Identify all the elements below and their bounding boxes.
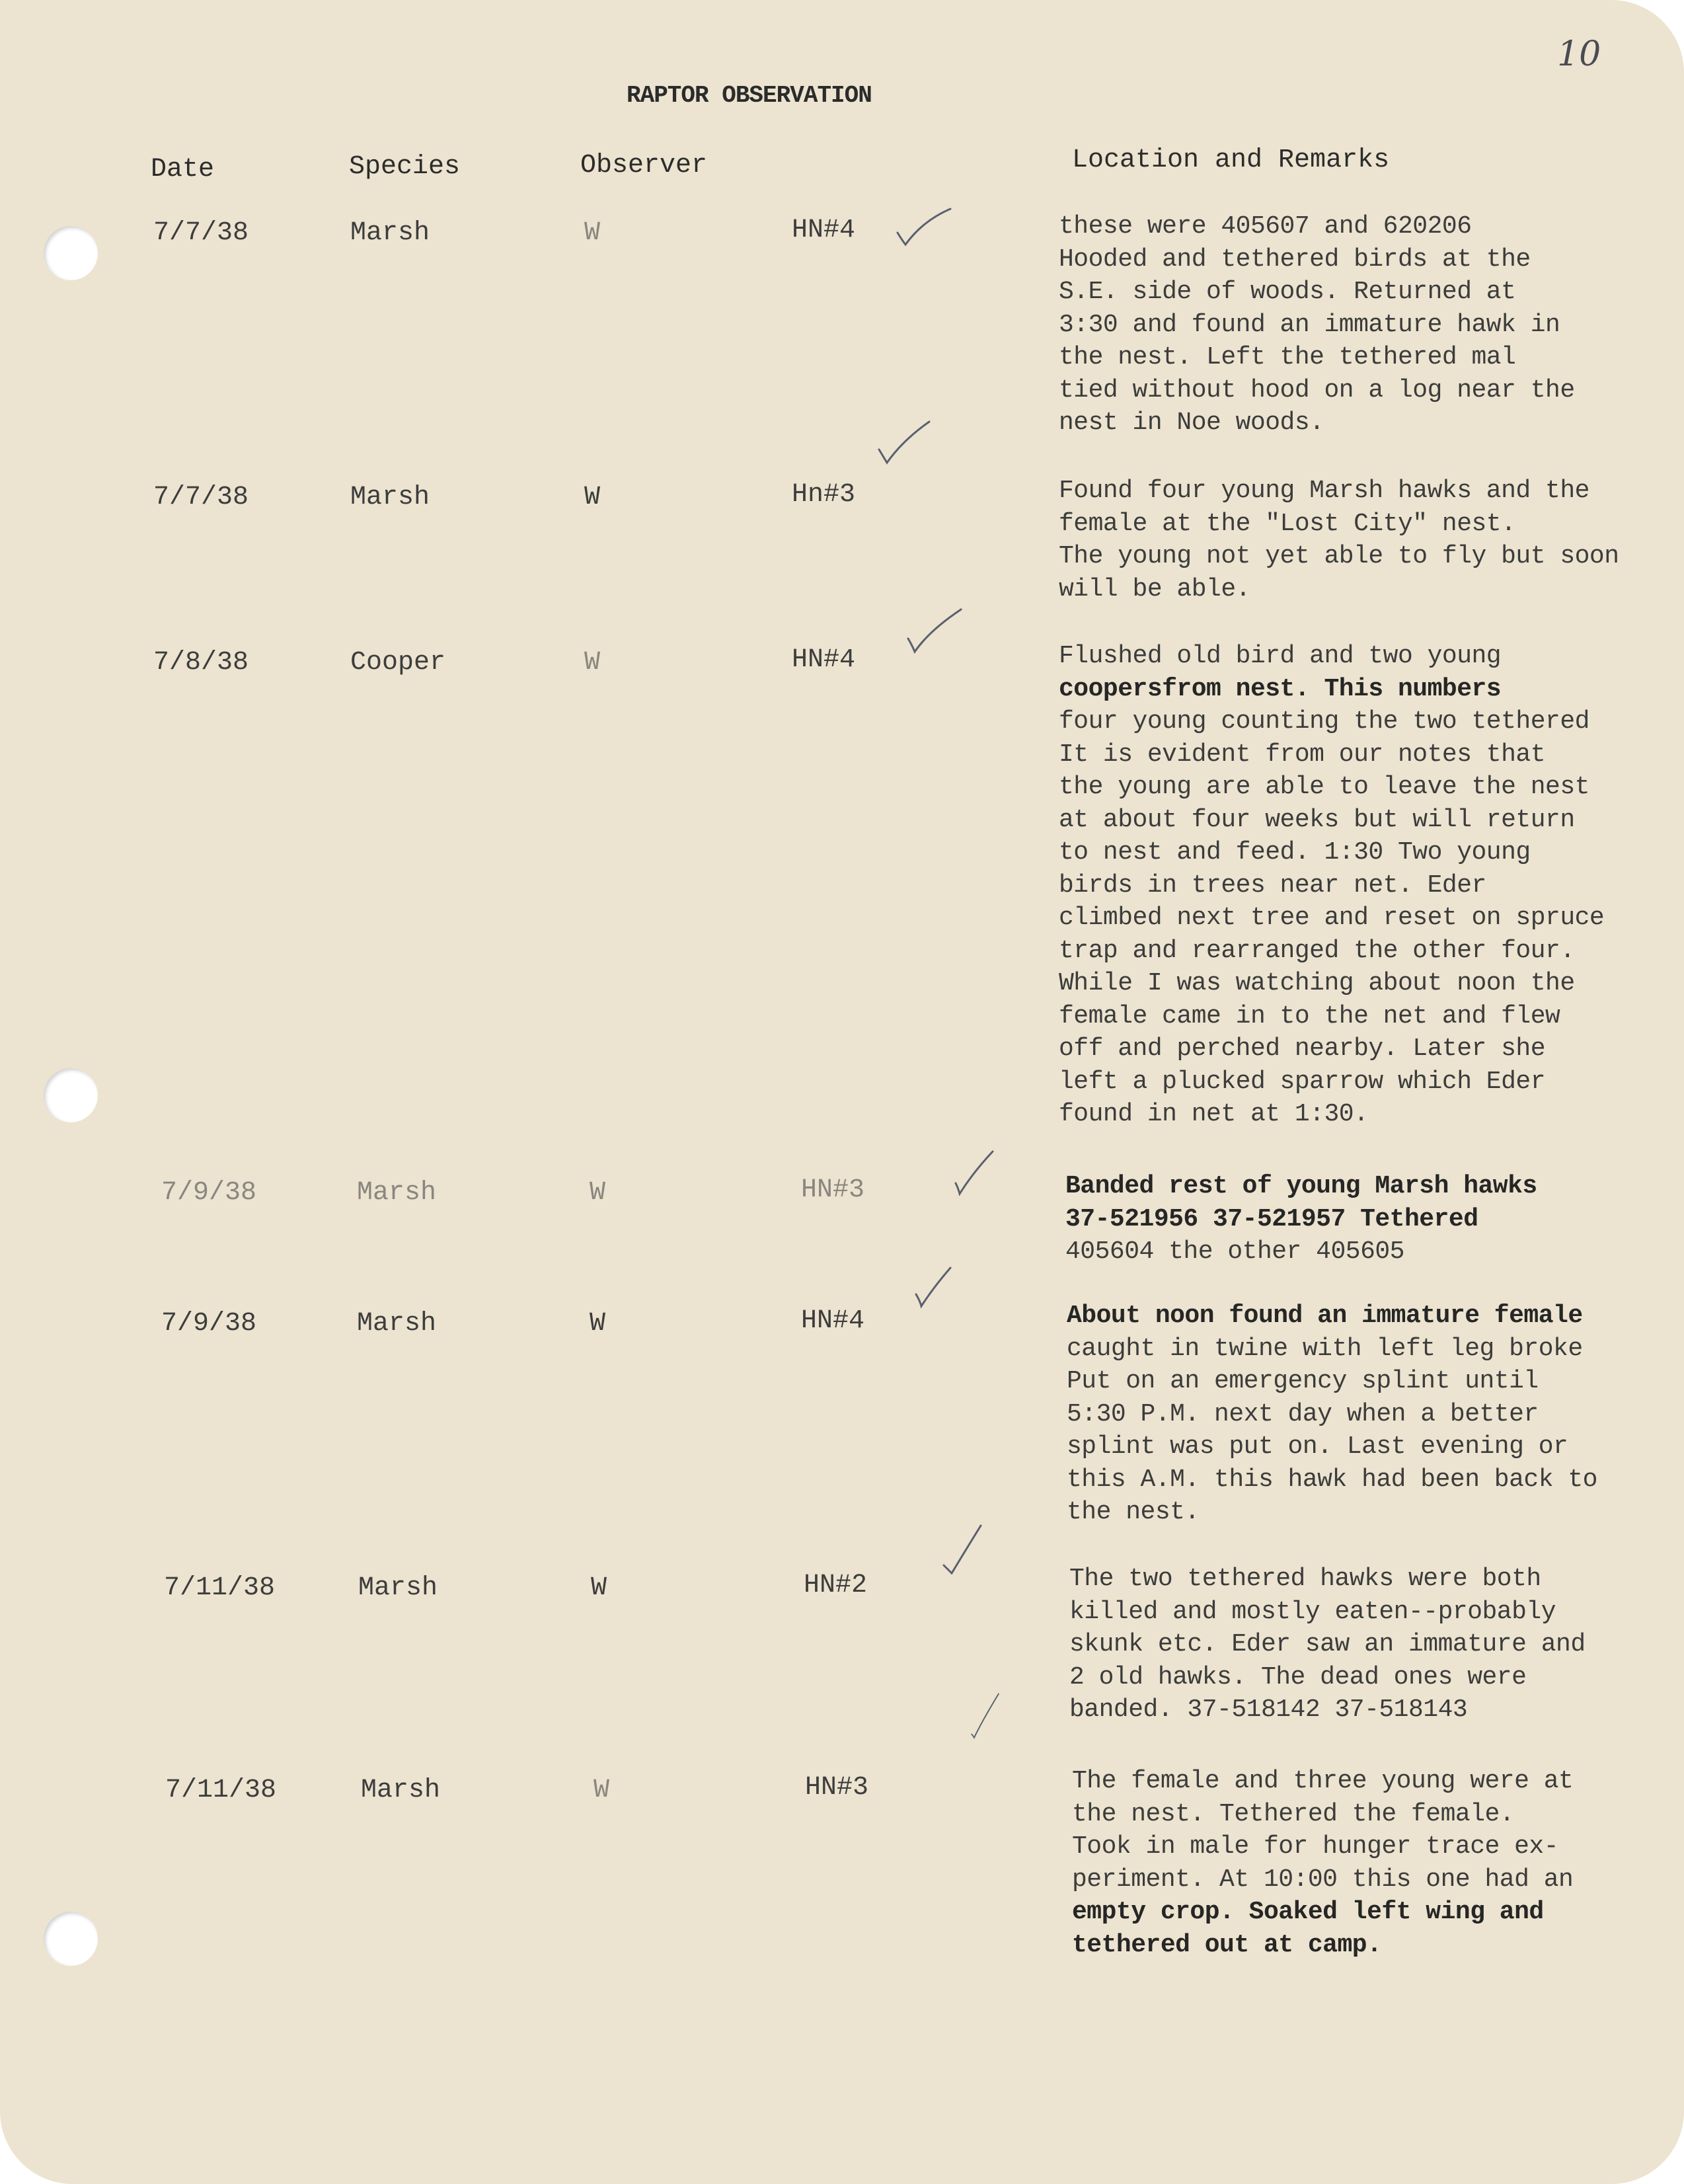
remarks-line: empty crop. Soaked left wing and (1072, 1898, 1544, 1926)
remarks-line: 3:30 and found an immature hawk in (1059, 310, 1560, 339)
remarks-line: splint was put on. Last evening or (1067, 1432, 1568, 1461)
entry-observer: W (590, 1178, 606, 1208)
entry-date: 7/7/38 (153, 483, 249, 512)
remarks-line: Took in male for hunger trace ex- (1072, 1832, 1559, 1861)
entry-observer: W (593, 1775, 610, 1805)
entry-nest: HN#2 (804, 1571, 868, 1600)
entry-observer: W (584, 483, 601, 512)
remarks-line: these were 405607 and 620206 (1059, 212, 1472, 241)
entry-observer: W (584, 218, 601, 248)
column-header-species: Species (349, 152, 461, 182)
entry-date: 7/9/38 (161, 1178, 257, 1208)
remarks-line: the nest. Left the tethered mal (1059, 343, 1516, 371)
column-header-remarks: Location and Remarks (1072, 145, 1390, 175)
entry-species: Marsh (361, 1775, 441, 1805)
entry-nest: HN#4 (792, 215, 856, 245)
remarks-line: killed and mostly eaten--probably (1069, 1597, 1556, 1626)
remarks-line: the nest. Tethered the female. (1072, 1799, 1515, 1828)
remarks-line: the young are able to leave the nest (1059, 773, 1589, 801)
remarks-line: nest in Noe woods. (1059, 409, 1324, 437)
remarks-line: the nest. (1067, 1498, 1200, 1526)
entry-nest: HN#4 (792, 645, 856, 675)
remarks-line: periment. At 10:00 this one had an (1072, 1865, 1574, 1894)
remarks-line: Banded rest of young Marsh hawks (1065, 1172, 1537, 1200)
remarks-line: While I was watching about noon the (1059, 969, 1575, 997)
remarks-line: 405604 the other 405605 (1065, 1237, 1404, 1266)
entry-nest: HN#3 (801, 1175, 865, 1205)
entry-species: Marsh (358, 1573, 438, 1603)
remarks-line: found in net at 1:30. (1059, 1100, 1369, 1128)
binder-hole (44, 1068, 98, 1122)
remarks-line: left a plucked sparrow which Eder (1059, 1067, 1546, 1096)
remarks-line: at about four weeks but will return (1059, 805, 1575, 834)
remarks-line: It is evident from our notes that (1059, 740, 1546, 769)
remarks-line: off and perched nearby. Later she (1059, 1034, 1546, 1063)
entry-remarks (1059, 475, 1680, 605)
remarks-line: caught in twine with left leg broke (1067, 1334, 1583, 1363)
entry-remarks (1072, 1765, 1684, 1961)
entry-observer: W (584, 648, 601, 678)
entry-remarks (1059, 210, 1680, 440)
remarks-line: to nest and feed. 1:30 Two young (1059, 838, 1531, 867)
binder-hole (44, 1912, 98, 1966)
entry-observer: W (591, 1573, 607, 1603)
remarks-line: The female and three young were at (1072, 1767, 1574, 1795)
entry-remarks (1065, 1170, 1684, 1268)
checkmark-icon (941, 1524, 1001, 1571)
checkmark-icon (913, 1265, 973, 1311)
checkmark-icon (894, 206, 953, 253)
entry-nest: HN#3 (805, 1773, 869, 1803)
remarks-line: 5:30 P.M. next day when a better (1067, 1399, 1539, 1428)
page-number: 10 (1557, 34, 1601, 74)
remarks-line: S.E. side of woods. Returned at (1059, 278, 1516, 306)
remarks-line: tethered out at camp. (1072, 1930, 1382, 1959)
entry-nest: HN#4 (801, 1306, 865, 1336)
remarks-line: Put on an emergency splint until (1067, 1367, 1539, 1395)
entry-species: Marsh (357, 1178, 437, 1208)
checkmark-icon (958, 1692, 1018, 1738)
checkmark-icon (876, 420, 936, 467)
entry-species: Cooper (350, 648, 446, 678)
page-title: RAPTOR OBSERVATION (627, 82, 872, 109)
remarks-line: this A.M. this hawk had been back to (1067, 1465, 1597, 1494)
column-header-observer: Observer (580, 151, 708, 180)
remarks-line: coopersfrom nest. This numbers (1059, 674, 1502, 703)
remarks-line: tied without hood on a log near the (1059, 375, 1575, 405)
remarks-line: 37-521956 37-521957 Tethered (1065, 1204, 1478, 1233)
entry-nest: Hn#3 (792, 480, 856, 510)
remarks-line: four young counting the two tethered (1059, 707, 1589, 736)
remarks-line: female came in to the net and flew (1059, 1001, 1560, 1031)
remarks-line: birds in trees near net. Eder (1059, 871, 1486, 900)
entry-remarks (1059, 640, 1680, 1131)
remarks-line: skunk etc. Eder saw an immature and (1069, 1630, 1586, 1658)
remarks-line: Hooded and tethered birds at the (1059, 245, 1531, 274)
entry-date: 7/11/38 (165, 1775, 277, 1805)
entry-species: Marsh (357, 1309, 437, 1339)
entry-species: Marsh (350, 218, 430, 248)
remarks-line: Found four young Marsh hawks and the (1059, 477, 1589, 505)
entry-date: 7/8/38 (153, 648, 249, 678)
column-header-date: Date (151, 155, 215, 184)
remarks-line: The two tethered hawks were both (1069, 1565, 1541, 1593)
remarks-line: Flushed old bird and two young (1059, 642, 1502, 670)
entry-species: Marsh (350, 483, 430, 512)
remarks-line: 2 old hawks. The dead ones were (1069, 1662, 1527, 1692)
remarks-line: The young not yet able to fly but soon (1059, 542, 1619, 570)
remarks-line: banded. 37-518142 37-518143 (1069, 1696, 1468, 1724)
remarks-line: will be able. (1059, 574, 1250, 604)
entry-date: 7/9/38 (161, 1309, 257, 1339)
entry-observer: W (590, 1309, 606, 1339)
entry-date: 7/11/38 (164, 1573, 276, 1603)
checkmark-icon (905, 608, 965, 654)
remarks-line: trap and rearranged the other four. (1059, 936, 1575, 965)
entry-date: 7/7/38 (153, 218, 249, 248)
entry-remarks (1067, 1300, 1684, 1529)
remarks-line: climbed next tree and reset on spruce (1059, 904, 1605, 932)
binder-hole (44, 226, 98, 280)
checkmark-icon (953, 1149, 1013, 1195)
remarks-line: About noon found an immature female (1067, 1302, 1583, 1330)
entry-remarks (1069, 1563, 1684, 1727)
remarks-line: female at the "Lost City" nest. (1059, 509, 1516, 538)
